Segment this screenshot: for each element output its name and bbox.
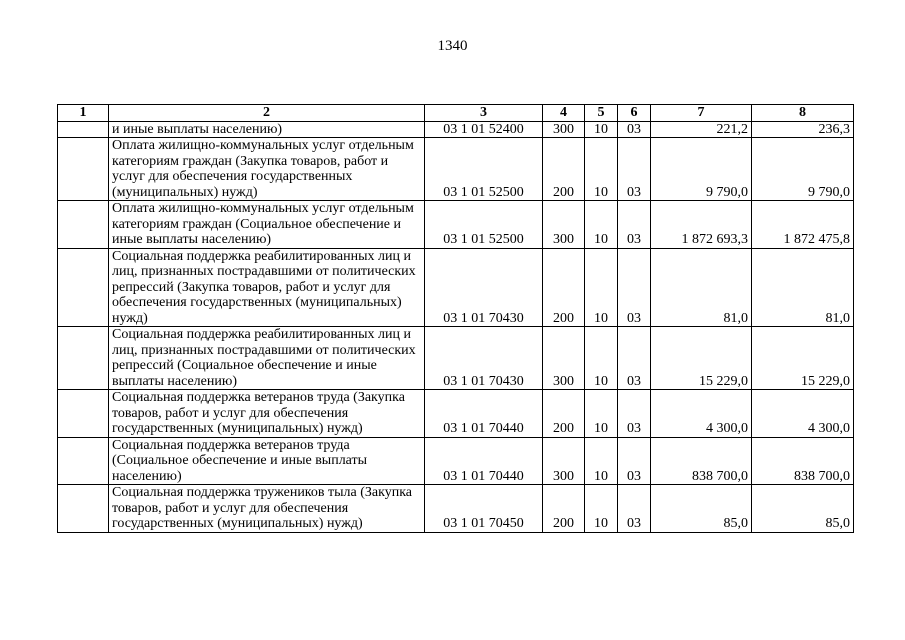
row-rz-cell: 10 — [585, 201, 618, 249]
row-sum1-cell: 81,0 — [651, 248, 752, 327]
row-rz-cell: 10 — [585, 138, 618, 201]
row-sum2-cell: 9 790,0 — [752, 138, 854, 201]
row-pr-cell: 03 — [618, 390, 651, 438]
row-vr-cell: 300 — [543, 327, 585, 390]
row-rz-cell: 10 — [585, 437, 618, 485]
row-sum1-cell: 221,2 — [651, 121, 752, 138]
row-vr-cell: 200 — [543, 390, 585, 438]
row-sum2-cell: 838 700,0 — [752, 437, 854, 485]
row-number-cell — [58, 138, 109, 201]
row-name-cell: Социальная поддержка тружеников тыла (Закупка товаров, работ и услуг для обеспечения государственных (муниципальных) нужд) — [109, 485, 425, 533]
row-code-cell: 03 1 01 70440 — [425, 437, 543, 485]
table-row — [58, 138, 854, 201]
row-sum2-cell: 236,3 — [752, 121, 854, 138]
row-code-cell: 03 1 01 52500 — [425, 201, 543, 249]
row-pr-cell: 03 — [618, 201, 651, 249]
row-vr-cell: 300 — [543, 201, 585, 249]
row-pr-cell: 03 — [618, 327, 651, 390]
row-number-cell — [58, 121, 109, 138]
header-col-1: 1 — [58, 105, 109, 122]
row-name-cell: Социальная поддержка ветеранов труда (Социальное обеспечение и иные выплаты населению) — [109, 437, 425, 485]
row-sum2-cell: 85,0 — [752, 485, 854, 533]
row-sum2-cell: 15 229,0 — [752, 327, 854, 390]
row-code-cell: 03 1 01 70430 — [425, 248, 543, 327]
row-name-cell: Оплата жилищно-коммунальных услуг отдельным категориям граждан (Социальное обеспечение и иные выплаты населению) — [109, 201, 425, 249]
row-code-cell: 03 1 01 52400 — [425, 121, 543, 138]
row-vr-cell: 200 — [543, 138, 585, 201]
row-code-cell: 03 1 01 70440 — [425, 390, 543, 438]
row-vr-cell: 300 — [543, 437, 585, 485]
row-sum2-cell: 81,0 — [752, 248, 854, 327]
row-number-cell — [58, 485, 109, 533]
row-name-cell: Социальная поддержка реабилитированных лиц и лиц, признанных пострадавшими от политических репрессий (Закупка товаров, работ и услуг для обеспечения государственных (муниципальных) нужд) — [109, 248, 425, 327]
header-col-2: 2 — [109, 105, 425, 122]
row-name-cell: Социальная поддержка ветеранов труда (Закупка товаров, работ и услуг для обеспечения государственных (муниципальных) нужд) — [109, 390, 425, 438]
row-name-cell: Социальная поддержка реабилитированных лиц и лиц, признанных пострадавшими от политических репрессий (Социальное обеспечение и иные выплаты населению) — [109, 327, 425, 390]
row-pr-cell: 03 — [618, 138, 651, 201]
row-pr-cell: 03 — [618, 437, 651, 485]
table-row — [58, 437, 854, 485]
table-row — [58, 201, 854, 249]
table-row — [58, 248, 854, 327]
header-col-5: 5 — [585, 105, 618, 122]
row-vr-cell: 200 — [543, 485, 585, 533]
table-row — [58, 485, 854, 533]
row-code-cell: 03 1 01 70450 — [425, 485, 543, 533]
row-sum1-cell: 4 300,0 — [651, 390, 752, 438]
row-vr-cell: 200 — [543, 248, 585, 327]
row-number-cell — [58, 248, 109, 327]
row-sum1-cell: 838 700,0 — [651, 437, 752, 485]
row-vr-cell: 300 — [543, 121, 585, 138]
row-pr-cell: 03 — [618, 121, 651, 138]
row-sum1-cell: 85,0 — [651, 485, 752, 533]
header-col-6: 6 — [618, 105, 651, 122]
page-number: 1340 — [437, 38, 468, 54]
row-pr-cell: 03 — [618, 248, 651, 327]
budget-table — [57, 104, 854, 533]
header-col-3: 3 — [425, 105, 543, 122]
row-code-cell: 03 1 01 70430 — [425, 327, 543, 390]
row-name-cell: Оплата жилищно-коммунальных услуг отдельным категориям граждан (Закупка товаров, работ и услуг для обеспечения государственных (муниципальных) нужд) — [109, 138, 425, 201]
row-sum2-cell: 1 872 475,8 — [752, 201, 854, 249]
header-col-7: 7 — [651, 105, 752, 122]
table-row — [58, 390, 854, 438]
row-sum1-cell: 9 790,0 — [651, 138, 752, 201]
row-pr-cell: 03 — [618, 485, 651, 533]
row-code-cell: 03 1 01 52500 — [425, 138, 543, 201]
row-number-cell — [58, 437, 109, 485]
row-name-cell: и иные выплаты населению) — [109, 121, 425, 138]
header-col-8: 8 — [752, 105, 854, 122]
row-sum1-cell: 15 229,0 — [651, 327, 752, 390]
row-number-cell — [58, 201, 109, 249]
row-rz-cell: 10 — [585, 390, 618, 438]
row-sum1-cell: 1 872 693,3 — [651, 201, 752, 249]
row-number-cell — [58, 390, 109, 438]
row-rz-cell: 10 — [585, 248, 618, 327]
row-rz-cell: 10 — [585, 121, 618, 138]
table-row — [58, 327, 854, 390]
row-rz-cell: 10 — [585, 485, 618, 533]
header-row — [58, 105, 854, 122]
row-number-cell — [58, 327, 109, 390]
header-col-4: 4 — [543, 105, 585, 122]
row-sum2-cell: 4 300,0 — [752, 390, 854, 438]
row-rz-cell: 10 — [585, 327, 618, 390]
table-row — [58, 121, 854, 138]
